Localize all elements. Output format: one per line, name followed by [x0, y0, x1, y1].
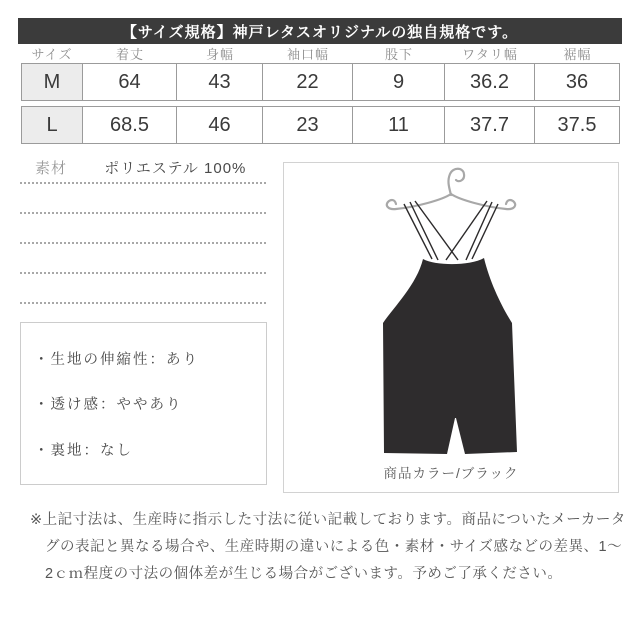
dotted-rule	[20, 272, 266, 274]
table-row-l	[21, 106, 620, 144]
hanger-icon	[387, 169, 515, 209]
material-label: 素材	[35, 160, 68, 177]
product-color-caption: 商品カラー/ブラック	[383, 466, 519, 481]
cell-l-hem: 37.5	[535, 106, 620, 144]
cell-m-inseam: 9	[353, 63, 445, 101]
material-row	[35, 157, 246, 178]
disclaimer-note: ※上記寸法は、生産時に指示した寸法に従い記載しております。商品についたメーカータグの表記と異なる場合や、生産時期の違いによる色・素材・サイズ感などの差異、1～2ｃｍ程度の寸法の個体差が生じる場合がございます。予めご了承ください。	[30, 512, 626, 582]
cell-l-thigh: 37.7	[445, 106, 535, 144]
product-photo	[284, 163, 620, 468]
garment-body	[383, 258, 517, 454]
dotted-rule	[20, 242, 266, 244]
dotted-rule	[20, 302, 266, 304]
product-photo-box	[283, 162, 619, 493]
size-label-m: M	[21, 63, 83, 101]
col-header-thigh: ワタリ幅	[462, 47, 518, 62]
feature-stretch: ・生地の伸縮性：あり	[34, 351, 199, 368]
size-spec-title-bar	[18, 18, 622, 44]
cell-l-inseam: 11	[353, 106, 445, 144]
fabric-feature-box	[20, 322, 267, 485]
dotted-rule	[20, 212, 266, 214]
size-table-header-row	[21, 45, 620, 62]
col-header-hem: 裾幅	[563, 47, 592, 62]
size-label-l: L	[21, 106, 83, 144]
size-spec-title: 【サイズ規格】神戸レタスオリジナルの独自規格です。	[121, 23, 519, 41]
garment-straps	[404, 201, 498, 260]
col-header-size: サイズ	[31, 47, 73, 62]
col-header-inseam: 股下	[384, 47, 413, 62]
cell-l-length: 68.5	[83, 106, 177, 144]
material-value: ポリエステル 100%	[104, 160, 247, 177]
feature-lining: ・裏地：なし	[34, 442, 133, 459]
col-header-cuff: 袖口幅	[286, 47, 329, 62]
col-header-length: 着丈	[115, 47, 144, 62]
cell-l-width: 46	[177, 106, 263, 144]
cell-m-length: 64	[83, 63, 177, 101]
cell-l-cuff: 23	[263, 106, 353, 144]
dotted-rule	[20, 182, 266, 184]
cell-m-thigh: 36.2	[445, 63, 535, 101]
cell-m-hem: 36	[535, 63, 620, 101]
table-row-m	[21, 63, 620, 101]
feature-sheerness: ・透け感：ややあり	[34, 397, 183, 413]
cell-m-cuff: 22	[263, 63, 353, 101]
cell-m-width: 43	[177, 63, 263, 101]
col-header-width: 身幅	[205, 47, 234, 62]
